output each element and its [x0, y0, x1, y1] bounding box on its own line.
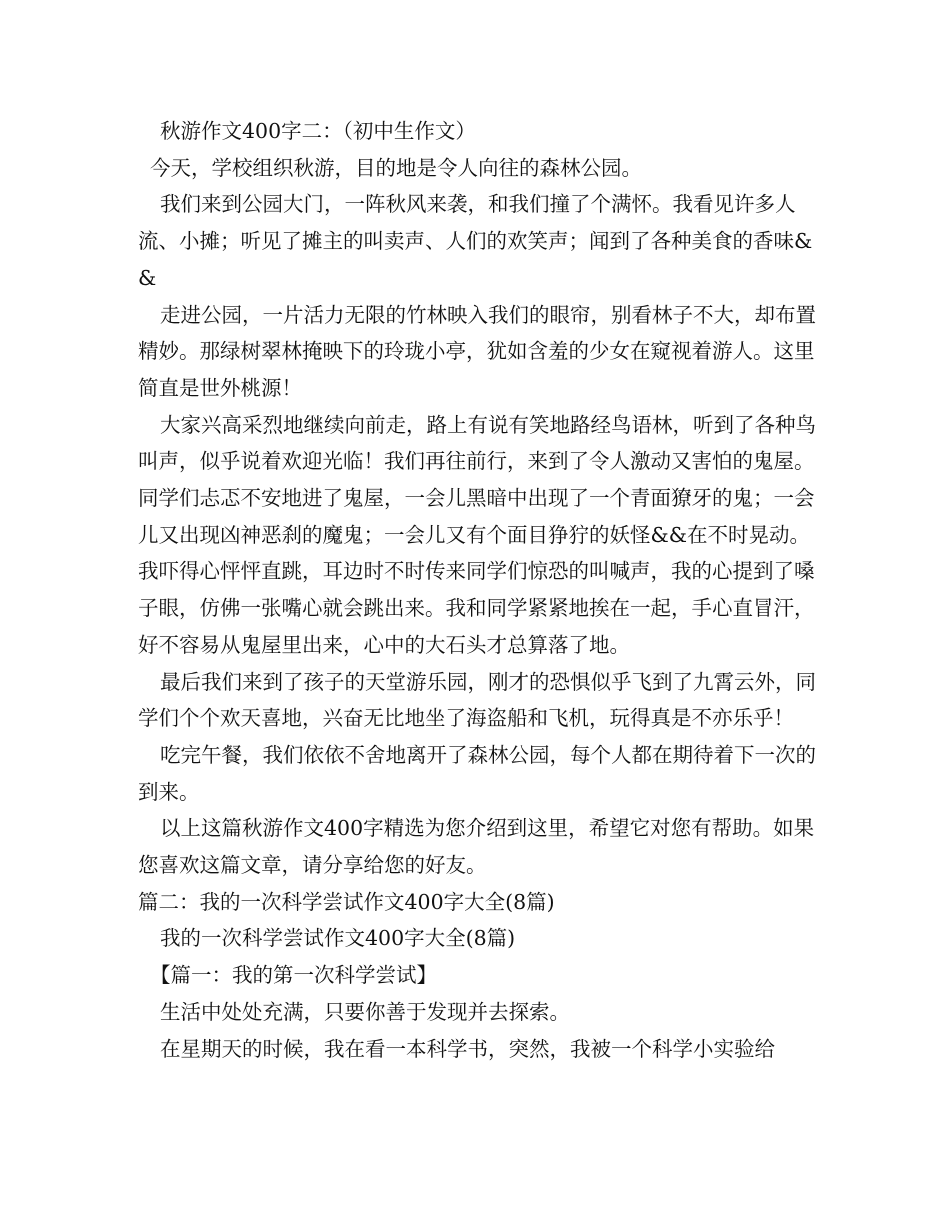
paragraph-lunch: 吃完午餐，我们依依不舍地离开了森林公园，每个人都在期待着下一次的到来。: [138, 742, 816, 804]
section-heading: 篇二：我的一次科学尝试作文400字大全(8篇): [138, 889, 555, 914]
paragraph-bamboo: 走进公园，一片活力无限的竹林映入我们的眼帘，别看林子不大，却布置精妙。那绿树翠林掩映下的玲珑小亭，犹如含羞的少女在窥视着游人。这里简直是世外桃源！: [138, 302, 816, 400]
essay-title: 秋游作文400字二：（初中生作文）: [160, 119, 476, 143]
paragraph-gate: 我们来到公园大门，一阵秋风来袭，和我们撞了个满怀。我看见许多人流、小摊；听见了摊主的叫卖声、人们的欢笑声；闻到了各种美食的香味&&: [138, 192, 813, 290]
paragraph-intro: 今天，学校组织秋游，目的地是令人向往的森林公园。: [150, 155, 642, 180]
document-body: [138, 113, 818, 1067]
section-subtitle: 我的一次科学尝试作文400字大全(8篇): [160, 926, 516, 951]
paragraph-closing-note: 以上这篇秋游作文400字精选为您介绍到这里，希望它对您有帮助。如果您喜欢这篇文章，请分享给您的好友。: [138, 816, 815, 878]
paragraph-playground: 最后我们来到了孩子的天堂游乐园，刚才的恐惧似乎飞到了九霄云外，同学们个个欢天喜地，兴奋无比地坐了海盗船和飞机，玩得真是不亦乐乎！: [138, 669, 816, 731]
paragraph-life: 生活中处处充满，只要你善于发现并去探索。: [160, 999, 570, 1024]
paragraph-haunted-house: 大家兴高采烈地继续向前走，路上有说有笑地路经鸟语林，听到了各种鸟叫声，似乎说着欢迎光临！我们再往前行，来到了令人激动又害怕的鬼屋。同学们忐忑不安地进了鬼屋，一会儿黑暗中出现了一个青面獠牙的鬼；一会儿又出现凶神恶刹的魔鬼；一会儿又有个面目狰狞的妖怪&&在不时晃动。我吓得心怦怦直跳，耳边时不时传来同学们惊恐的叫喊声，我的心提到了嗓子眼，仿佛一张嘴心就会跳出来。我和同学紧紧地挨在一起，手心直冒汗，好不容易从鬼屋里出来，心中的大石头才总算落了地。: [138, 412, 816, 657]
paragraph-sunday: 在星期天的时候，我在看一本科学书，突然，我被一个科学小实验给: [160, 1036, 775, 1061]
article-heading: 【篇一：我的第一次科学尝试】: [150, 963, 437, 988]
